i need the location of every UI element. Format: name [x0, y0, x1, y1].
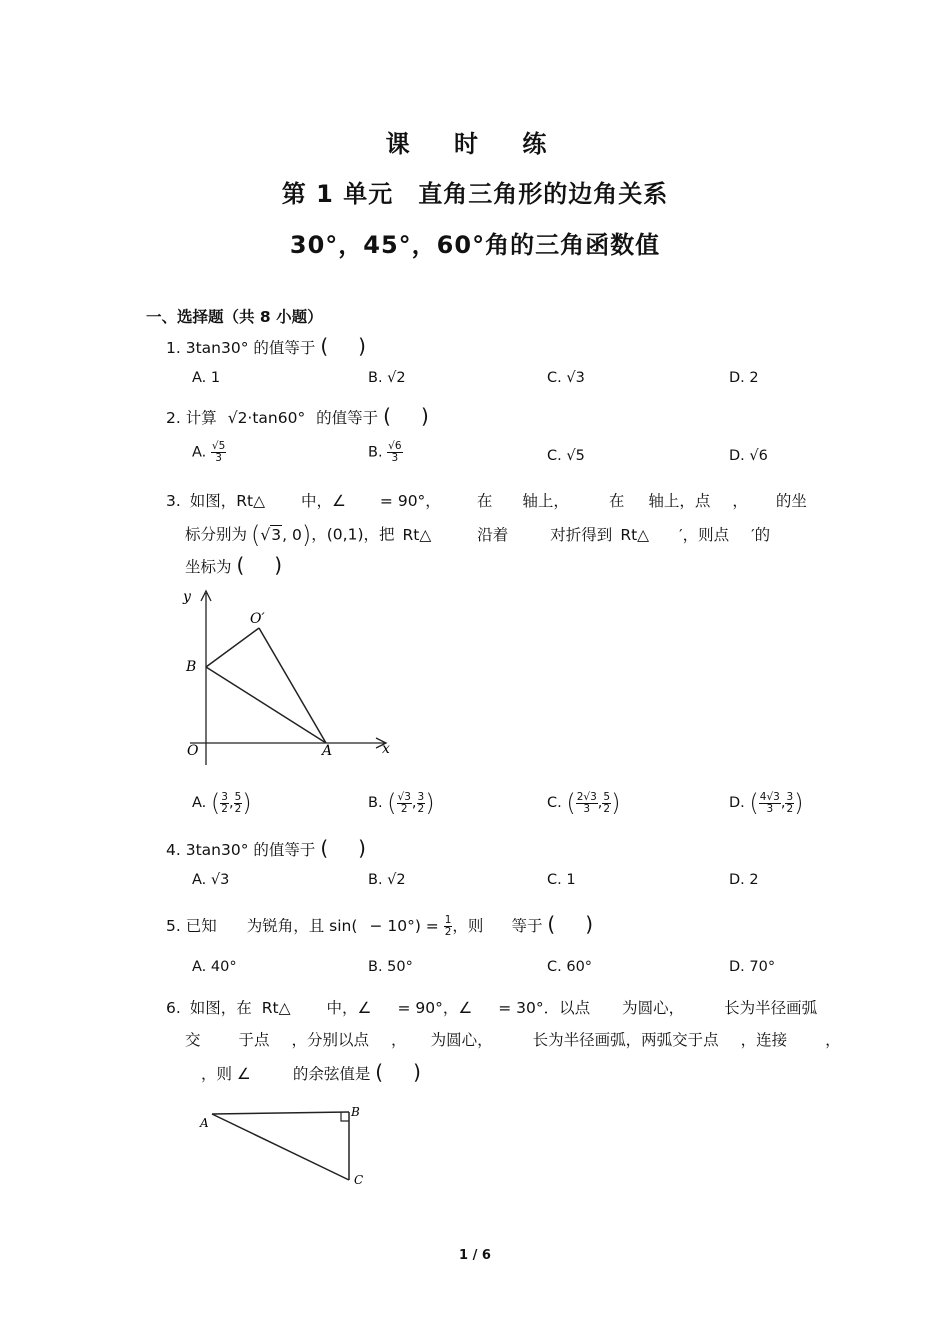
q4-option-a[interactable]: A. √3 [192, 872, 230, 888]
q3-option-b[interactable]: B. ( $\frac{√3}{2}$ , $\frac{3}{2}$ ) [368, 789, 435, 817]
answer-blank-open: ( [320, 334, 329, 358]
q5-option-b[interactable]: B. 50° [368, 959, 413, 975]
q4-option-d[interactable]: D. 2 [729, 872, 759, 888]
q3-coordinate-figure [180, 583, 400, 773]
answer-blank-close: ) [274, 553, 283, 577]
q4-option-b[interactable]: B. √2 [368, 872, 406, 888]
q1-option-a[interactable]: A. 1 [192, 370, 221, 386]
question-6-line-3: ，则 ∠ 的余弦值是 ( ) [201, 1060, 421, 1084]
answer-blank-close: ) [420, 404, 429, 428]
question-6-line-1: 6. 如图，在 Rt△ 中，∠ = 90°，∠ = 30°．以点 为圆心， 长为半径画弧 [166, 999, 818, 1017]
page-number: 1 / 6 [459, 1248, 491, 1263]
question-1 [166, 334, 366, 358]
q2-option-a[interactable]: A. $\frac{√5}{3}$ [192, 440, 226, 464]
segment-ba [206, 667, 326, 743]
answer-blank-open: ( [383, 404, 391, 428]
label-b: B [351, 1105, 360, 1119]
answer-blank-open: ( [236, 553, 245, 577]
answer-blank-open: ( [547, 912, 556, 936]
answer-blank-close: ) [358, 836, 366, 860]
label-a: A [322, 743, 333, 759]
q4-option-c[interactable]: C. 1 [547, 872, 576, 888]
answer-blank-open: ( [375, 1060, 384, 1084]
q5-option-c[interactable]: C. 60° [547, 959, 593, 975]
page-title: 课 时 练 [385, 130, 565, 158]
answer-blank-open: ( [320, 836, 329, 860]
q3-option-d[interactable]: D. ( $\frac{4√3}{3}$ , $\frac{3}{2}$ ) [729, 789, 804, 817]
segment-ab [212, 1112, 349, 1114]
q1-option-b[interactable]: B. √2 [368, 370, 406, 386]
q5-option-d[interactable]: D. 70° [729, 959, 776, 975]
label-o: O [187, 743, 199, 759]
question-6-line-2: 交 于点 ，分别以点 ， 为圆心， 长为半径画弧，两弧交于点 ，连接 ， [185, 1031, 841, 1049]
question-stem: 3tan30° 的值等于 [185, 339, 316, 357]
question-number: 1. [166, 339, 181, 357]
q1-option-d[interactable]: D. 2 [729, 370, 759, 386]
question-4: 4. 3tan30° 的值等于 ( ) [166, 836, 366, 860]
question-3-line-3: 坐标为 ( ) [185, 553, 283, 577]
answer-blank-close: ) [358, 334, 366, 358]
label-c: C [354, 1173, 364, 1187]
q2-option-c[interactable]: C. √5 [547, 448, 585, 464]
q2-option-d[interactable]: D. √6 [729, 448, 768, 464]
label-b: B [186, 659, 197, 675]
answer-blank-close: ) [413, 1060, 421, 1084]
right-angle-mark-icon [341, 1112, 349, 1121]
answer-blank-close: ) [585, 912, 594, 936]
q1-option-c[interactable]: C. √3 [547, 370, 585, 386]
question-3-line-2: 标分别为 (√3, 0)，(0,1)，把 Rt△ 沿着 对折得到 Rt△ ′，则点 ′的 [185, 521, 771, 549]
lesson-title: 30°，45°，60°角的三角函数值 [289, 231, 661, 259]
q3-option-c[interactable]: C. ( $\frac{2√3}{3}$ , $\frac{5}{2}$ ) [547, 789, 621, 817]
label-a: A [200, 1116, 209, 1130]
question-3-line-1: 3. 如图，Rt△ 中，∠ = 90°， 在 轴上， 在 轴上，点 ， 的坐 [166, 492, 807, 510]
q5-option-a[interactable]: A. 40° [192, 959, 237, 975]
q3-option-a[interactable]: A. ( $\frac{3}{2}$ , $\frac{5}{2}$ ) [192, 789, 252, 817]
q6-triangle-figure [195, 1100, 375, 1195]
segment-bo-prime [206, 628, 259, 667]
section-heading: 一、选择题（共 8 小题） [146, 308, 323, 326]
label-o-prime: O′ [250, 611, 265, 627]
segment-ac [212, 1114, 349, 1180]
question-2: 2. 计算 √2·tan60° 的值等于 ( ) [166, 404, 429, 428]
segment-o-prime-a [259, 628, 326, 743]
label-x: x [382, 741, 390, 757]
q2-option-b[interactable]: B. $\frac{√6}{3}$ [368, 440, 402, 464]
label-y: y [183, 589, 191, 605]
question-5: 5. 已知 为锐角，且 sin( − 10°) = $\frac{1}{2}$ ，则 等于 ( ) [166, 912, 594, 938]
unit-title: 第 1 单元 直角三角形的边角关系 [281, 180, 669, 208]
